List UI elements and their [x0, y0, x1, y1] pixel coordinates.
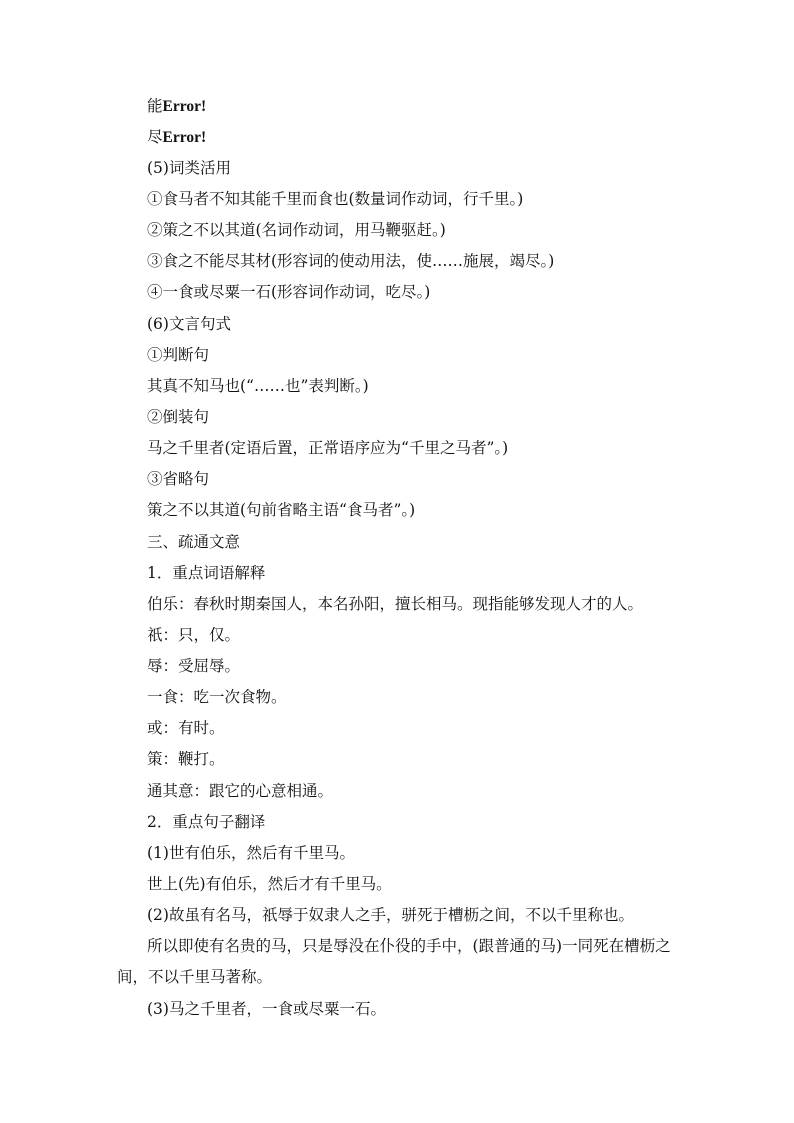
text-line: ③食之不能尽其材(形容词的使动用法，使……施展，竭尽。): [147, 252, 555, 270]
text-line: ①食马者不知其能千里而食也(数量词作动词，行千里。): [147, 190, 524, 208]
line-jin-error: 尽Error!: [147, 128, 207, 146]
text-line: ④一食或尽粟一石(形容词作动词，吃尽。): [147, 283, 431, 301]
text-line: 通其意：跟它的心意相通。: [147, 782, 334, 800]
line-neng-error: 能Error!: [147, 97, 207, 115]
section-heading: (6)文言句式: [147, 315, 231, 333]
text-line: 或：有时。: [147, 719, 225, 737]
subsection-heading: 1．重点词语解释: [147, 564, 266, 582]
text-line: 其真不知马也(“……也”表判断。): [147, 377, 369, 395]
text-line: ③省略句: [147, 470, 210, 488]
subsection-heading: 2．重点句子翻译: [147, 813, 266, 831]
text-line: 辱：受屈辱。: [147, 657, 241, 675]
error-text: Error!: [162, 129, 207, 146]
section-heading: (5)词类活用: [147, 159, 231, 177]
text-line: (3)马之千里者，一食或尽粟一石。: [147, 1000, 386, 1018]
text-line: (2)故虽有名马，祇辱于奴隶人之手，骈死于槽枥之间，不以千里称也。: [147, 906, 634, 924]
text-line: ②倒装句: [147, 408, 210, 426]
text-line: 策：鞭打。: [147, 750, 225, 768]
translation-paragraph: 所以即使有名贵的马，只是辱没在仆役的手中，(跟普通的马)一同死在槽枥之间，不以千里马著称。: [117, 937, 671, 986]
text-line: 策之不以其道(句前省略主语“食马者”。): [147, 501, 416, 519]
text-line: ①判断句: [147, 346, 210, 364]
text-line: (1)世有伯乐，然后有千里马。: [147, 844, 355, 862]
error-text: Error!: [162, 98, 207, 115]
text-line: 伯乐：春秋时期秦国人，本名孙阳，擅长相马。现指能够发现人才的人。: [147, 595, 644, 613]
text-line: 世上(先)有伯乐，然后才有千里马。: [147, 875, 392, 893]
text-line: 马之千里者(定语后置，正常语序应为“千里之马者”。): [147, 439, 509, 457]
text-line: 一食：吃一次食物。: [147, 688, 287, 706]
section-heading: 三、疏通文意: [147, 533, 241, 551]
text-line: ②策之不以其道(名词作动词，用马鞭驱赶。): [147, 221, 446, 239]
text-line: 祇：只，仅。: [147, 626, 241, 644]
